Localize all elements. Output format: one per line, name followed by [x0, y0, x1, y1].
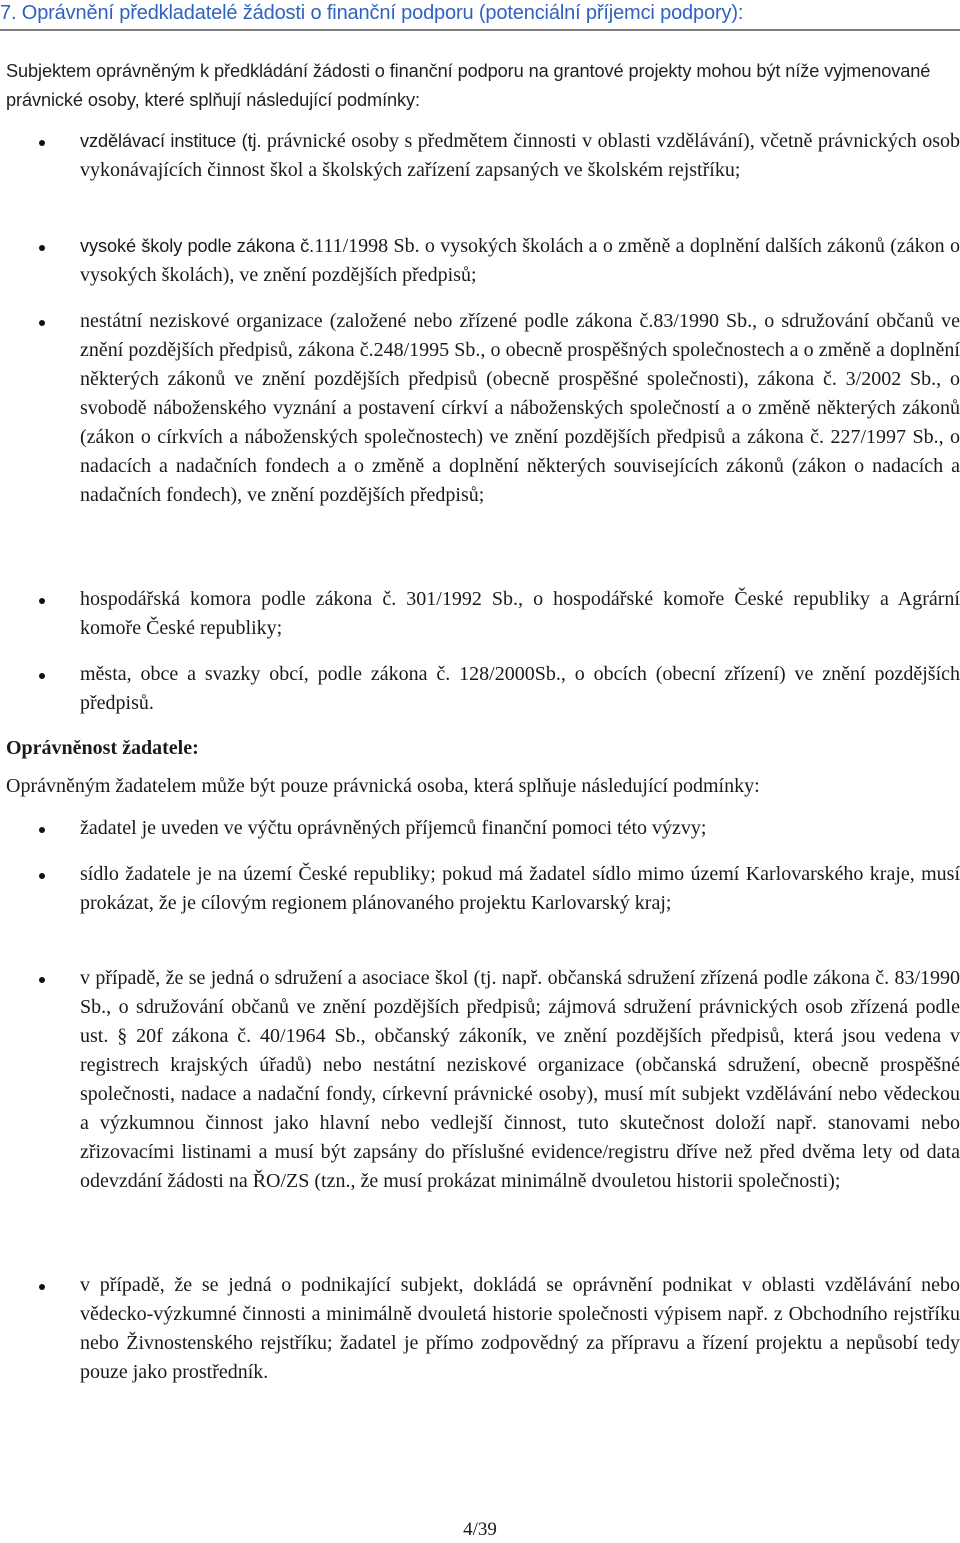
section-title: 7. Oprávnění předkladatelé žádosti o finanční podporu (potenciální příjemci podpory):	[0, 0, 960, 31]
bullet-icon	[39, 320, 45, 326]
list-item-text: vzdělávací instituce (tj. právnické osoby s předmětem činnosti v oblasti vzdělávání), včetně právnických osob vykonávajících činnost škol a školských zařízení zapsaných ve školském rejstříku;	[80, 130, 960, 181]
list-item-text: hospodářská komora podle zákona č. 301/1992 Sb., o hospodářské komoře České republiky a Agrární komoře České republiky;	[80, 588, 960, 639]
bullet-icon	[39, 977, 45, 983]
list-item-text: sídlo žadatele je na území České republiky; pokud má žadatel sídlo mimo území Karlovarského kraje, musí prokázat, že je cílovým regionem plánovaného projektu Karlovarský kraj;	[80, 863, 960, 914]
list-item	[0, 232, 960, 290]
list-item	[0, 307, 960, 568]
bullet-icon	[39, 245, 45, 251]
list-item	[0, 585, 960, 643]
bullet-icon	[39, 1284, 45, 1290]
eligible-entities-list	[0, 127, 960, 718]
list-item	[0, 127, 960, 216]
page-number: 4/39	[463, 1519, 497, 1540]
list-item-text: nestátní neziskové organizace (založené nebo zřízené podle zákona č.83/1990 Sb., o sdružování občanů ve znění pozdějších předpisů, zákona č.248/1995 Sb., o obecně prospěšných společnostech a o změně a doplnění některých zákonů ve znění pozdějších předpisů (obecně prospěšné společnosti), zákona č. 3/2002 Sb., o svobodě náboženského vyznání a postavení církví a náboženských společností a o změně některých zákonů (zákon o církvích a náboženských společnostech) ve znění pozdějších předpisů a zákona č. 227/1997 Sb., o nadacích a nadačních fondech a o změně a doplnění některých souvisejících zákonů (zákon o nadacích a nadačních fondech), ve znění pozdějších předpisů;	[80, 310, 960, 506]
bullet-icon	[39, 140, 45, 146]
list-item	[0, 860, 960, 947]
section-intro: Subjektem oprávněným k předkládání žádosti o finanční podporu na grantové projekty mohou být níže vyjmenované právnické osoby, které splňují následující podmínky:	[6, 61, 931, 110]
list-item	[0, 964, 960, 1254]
bullet-icon	[39, 827, 45, 833]
list-item-text: žadatel je uveden ve výčtu oprávněných příjemců finanční pomoci této výzvy;	[80, 817, 707, 839]
list-item-text: města, obce a svazky obcí, podle zákona č. 128/2000Sb., o obcích (obecní zřízení) ve znění pozdějších předpisů.	[80, 663, 960, 714]
list-item-text: vysoké školy podle zákona č.111/1998 Sb. o vysokých školách a o změně a doplnění dalších zákonů (zákon o vysokých školách), ve znění pozdějších předpisů;	[80, 235, 960, 286]
eligibility-conditions-list	[0, 814, 960, 1416]
eligibility-intro: Oprávněným žadatelem může být pouze právnická osoba, která splňuje následující podmínky:	[6, 775, 760, 797]
list-item-text: v případě, že se jedná o sdružení a asociace škol (tj. např. občanská sdružení zřízená podle zákona č. 83/1990 Sb., o sdružování občanů ve znění pozdějších předpisů; zájmová sdružení právnických osob zřízená podle ust. § 20f zákona č. 40/1964 Sb., občanský zákoník, ve znění pozdějších předpisů, která jsou vedena v registrech krajských úřadů) nebo nestátní neziskové organizace (občanská sdružení, obecně prospěšné společnosti, nadace a nadační fondy, církevní právnické osoby), musí mít subjekt vzdělávání nebo vědeckou a výzkumnou činnost jako hlavní nebo vedlejší činnost, tuto skutečnost doloží např. stanovami nebo zřizovacími listinami a musí být zapsány do příslušné evidence/registru dříve než před dvěma lety od data odevzdání žádosti na ŘO/ZS (tzn., že musí prokázat minimálně dvouletou historii společnosti);	[80, 967, 960, 1192]
list-item	[0, 660, 960, 718]
bullet-icon	[39, 598, 45, 604]
list-item	[0, 1271, 960, 1416]
eligibility-heading: Oprávněnost žadatele:	[6, 737, 199, 759]
bullet-icon	[39, 673, 45, 679]
bullet-icon	[39, 873, 45, 879]
list-item	[0, 814, 960, 843]
list-item-text: v případě, že se jedná o podnikající subjekt, dokládá se oprávnění podnikat v oblasti vzdělávání nebo vědecko-výzkumné činnosti a minimálně dvouletá historie společnosti výpisem např. z Obchodního rejstříku nebo Živnostenského rejstříku; žadatel je přímo zodpovědný za přípravu a řízení projektu a nepůsobí tedy pouze jako prostředník.	[80, 1274, 960, 1383]
